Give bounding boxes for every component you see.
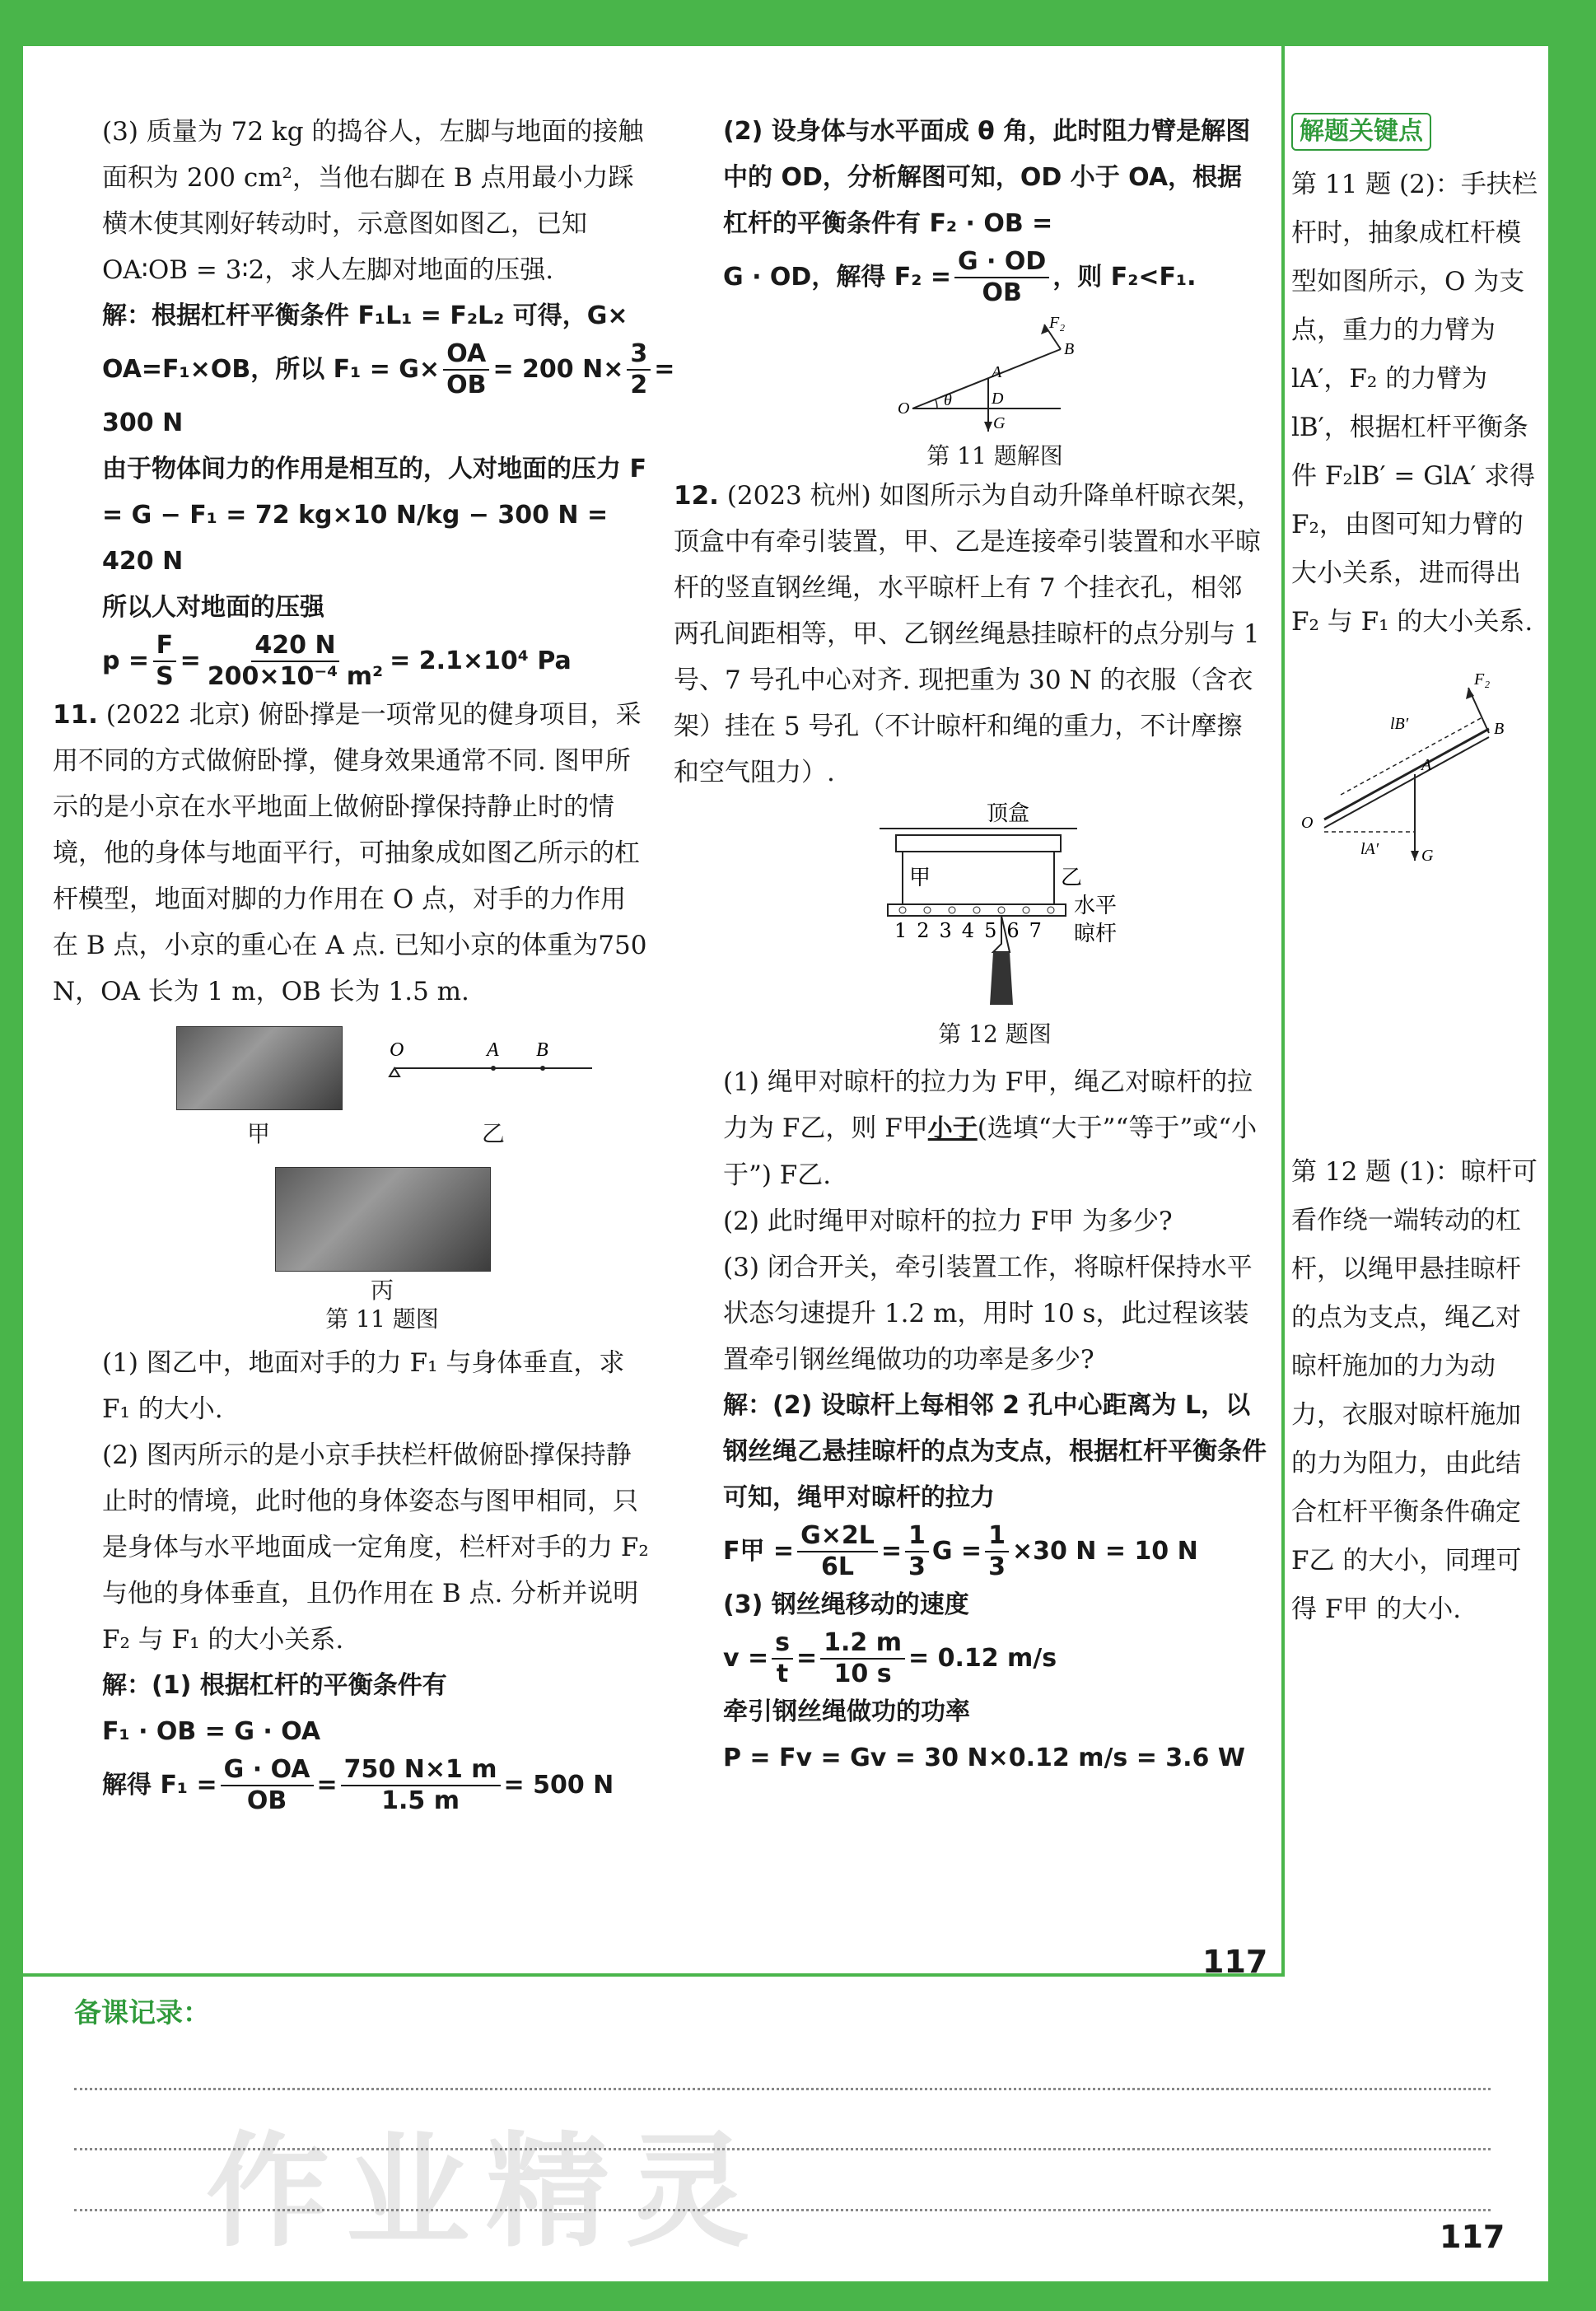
q12-solution-6: P = Fv = Gv = 30 N×0.12 m/s = 3.6 W	[723, 1744, 1245, 1772]
label-lA: lA′	[1360, 840, 1379, 858]
label-O: O	[898, 399, 910, 418]
q10-solution-b: OA=F₁×OB，所以 F₁ = G× $\frac{OA}{OB}$ = 200 N× $\frac{3}{2}$ =	[102, 339, 675, 399]
rack-bar	[888, 904, 1066, 916]
gravity-arrowhead	[984, 422, 992, 432]
fig-label-yi: 乙	[481, 1120, 505, 1147]
fig-label-bing: 丙	[370, 1277, 394, 1304]
q11-solution-2: F₁ · OB = G · OA	[102, 1717, 321, 1746]
photo-bing	[275, 1167, 491, 1272]
clothes	[990, 952, 1013, 1005]
top-border	[0, 0, 1596, 46]
inner-page-number: 117	[1202, 1944, 1268, 1980]
q11-solution-3: 解得 F₁ = $\frac{G \cdot OA}{OB}$ = $\frac{750 N\times 1 m}{1.5 m}$ = 500 N	[102, 1755, 614, 1815]
q12-solution-2: F甲 = $\frac{G\times 2L}{6L}$ = $\frac{1}{3}$ G = $\frac{1}{3}$ ×30 N = 10 N	[723, 1521, 1198, 1581]
hole-2	[924, 907, 931, 913]
watermark: 作业精灵	[206, 2121, 767, 2264]
label-yi: 乙	[1061, 866, 1083, 890]
top-box	[896, 835, 1061, 852]
key-points-tag: 解题关键点	[1291, 113, 1431, 151]
label-lB: lB′	[1390, 715, 1409, 733]
body-line-2	[1324, 737, 1489, 828]
sidebar-divider	[1281, 46, 1285, 1973]
q11-figures	[102, 1015, 650, 1340]
q12-part3: (3) 闭合开关，牵引装置工作，将晾杆保持水平状态匀速提升 1.2 m，用时 10 s，此过程该装置牵引钢丝绳做功的功率是多少?	[723, 1253, 1253, 1375]
key-point-q12: 第 12 题 (1)：晾杆可看作绕一端转动的杠杆，以绳甲悬挂晾杆的点为支点，绳乙对晾杆施加的力为动力，衣服对晾杆施加的力为阻力，由此结合杠杆平衡条件确定 F乙 的大小，同理可得 F甲 的大小.	[1291, 1157, 1538, 1624]
label-F2: F₂	[1474, 670, 1491, 689]
middle-column	[674, 109, 1267, 1781]
label-B: B	[1494, 720, 1505, 738]
label-holes: 1234567	[894, 919, 1052, 942]
right-border	[1548, 0, 1596, 2311]
lever-diagram-yi	[386, 1031, 600, 1089]
q11-solution-4: (2) 设身体与水平面成 θ 角，此时阻力臂是解图中的 OD，分析解图可知，OD 小于 OA，根据杠杆的平衡条件有 F₂ · OB =	[723, 117, 1251, 238]
point-B	[540, 1066, 545, 1071]
q12-figure	[723, 796, 1267, 1059]
q11-stem: 11. (2022 北京) 俯卧撑是一项常见的健身项目，采用不同的方式做俯卧撑，健身效果通常不同. 图甲所示的是小京在水平地面上做俯卧撑保持静止时的情境，他的身体与地面平行，可抽象成如图乙所示的杠杆模型，地面对脚的力作用在 O 点，对手的力作用在 B 点，小京的重心在 A 点. 已知小京的体重为750 N，OA 长为 1 m，OB 长为 1.5 m.	[53, 700, 647, 1006]
notes-line-1	[74, 2088, 1491, 2090]
label-O: O	[390, 1039, 404, 1061]
hole-3	[949, 907, 955, 913]
key-points-sidebar	[1291, 107, 1538, 885]
key-point-q11: 第 11 题 (2)：手扶栏杆时，抽象成杠杆模型如图所示，O 为支点，重力的力臂为 lA′，F₂ 的力臂为 lB′，根据杠杆平衡条件 F₂lB′ = GlA′ 求得 F₂，由图可知力臂的大小关系，进而得出 F₂ 与 F₁ 的大小关系.	[1291, 170, 1538, 637]
q10-part3: (3) 质量为 72 kg 的捣谷人，左脚与地面的接触面积为 200 cm²，当他右脚在 B 点用最小力踩横木使其刚好转动时，示意图如图乙，已知 OA∶OB = 3∶2，求人左脚对地面的压强.	[102, 117, 644, 285]
q11-solution-diagram	[896, 316, 1110, 440]
page-number: 117	[1440, 2219, 1505, 2255]
label-D: D	[992, 390, 1004, 408]
label-A: A	[1421, 756, 1432, 774]
label-A: A	[487, 1039, 499, 1061]
photo-jia	[176, 1026, 343, 1110]
label-O: O	[1301, 814, 1314, 832]
q10-solution-e: 所以人对地面的压强	[102, 593, 324, 622]
gravity-arrowhead	[1411, 851, 1419, 861]
q12-solution-5: 牵引钢丝绳做功的功率	[723, 1697, 970, 1726]
label-rod: 晾杆	[1074, 922, 1118, 946]
label-B: B	[1064, 340, 1075, 358]
point-A	[491, 1066, 496, 1071]
key-point-q11-diagram	[1291, 663, 1530, 885]
q11-part1: (1) 图乙中，地面对手的力 F₁ 与身体垂直，求 F₁ 的大小.	[102, 1348, 625, 1424]
fig12-caption: 第 12 题图	[938, 1020, 1052, 1048]
fig-label-jia: 甲	[246, 1120, 270, 1147]
hole-6	[1023, 907, 1029, 913]
pivot-triangle	[390, 1068, 399, 1076]
label-F2: F₂	[1049, 316, 1066, 332]
q12-part2: (2) 此时绳甲对晾杆的拉力 F甲 为多少?	[723, 1207, 1173, 1236]
drying-rack-diagram	[880, 799, 1143, 1013]
q11-solution-figure	[723, 308, 1267, 473]
label-G: G	[1421, 847, 1434, 865]
notes-divider	[23, 1973, 1285, 1977]
bottom-border	[0, 2281, 1596, 2311]
left-border	[0, 0, 23, 2311]
label-top-box: 顶盒	[987, 801, 1030, 826]
label-theta: θ	[944, 391, 952, 409]
q12-stem: 12. (2023 杭州) 如图所示为自动升降单杆晾衣架，顶盒中有牵引装置，甲、乙是连接牵引装置和水平晾杆的竖直钢丝绳，水平晾杆上有 7 个挂衣孔，相邻两孔间距相等，甲、乙钢丝绳悬挂晾杆的点分别与 1 号、7 号孔中心对齐. 现把重为 30 N 的衣服（含衣架）挂在 5 号孔（不计晾杆和绳的重力，不计摩擦和空气阻力）.	[674, 481, 1262, 787]
q11-solution-1: 解：(1) 根据杠杆的平衡条件有	[102, 1671, 447, 1700]
q12-part1-answer: 小于	[927, 1114, 978, 1143]
body-line	[912, 349, 1061, 409]
hole-5	[998, 907, 1005, 913]
q11-part2: (2) 图丙所示的是小京手扶栏杆做俯卧撑保持静止时的情境，此时他的身体姿态与图甲相同，只是身体与水平地面成一定角度，栏杆对手的力 F₂ 与他的身体垂直，且仍作用在 B 点. 分析并说明 F₂ 与 F₁ 的大小关系.	[102, 1440, 649, 1655]
force-f2-arrowhead	[1041, 324, 1049, 334]
q10-solution-d: 由于物体间力的作用是相互的，人对地面的压力 F = G − F₁ = 72 kg×10 N/kg − 300 N = 420 N	[102, 455, 646, 576]
fig11-solution-caption: 第 11 题解图	[926, 442, 1063, 469]
q10-pressure-formula: p = $\frac{F}{S}$ = $\frac{420 N}{\text{200×10⁻⁴ m²}}$ = 2.1×10⁴ Pa	[102, 631, 572, 691]
angle-arc	[936, 399, 937, 409]
q12-solution-1: 解：(2) 设晾杆上每相邻 2 孔中心距离为 L，以钢丝绳乙悬挂晾杆的点为支点，根据杠杆平衡条件可知，绳甲对晾杆的拉力	[723, 1391, 1267, 1512]
label-jia: 甲	[909, 866, 931, 890]
q10-solution-c: 300 N	[102, 409, 184, 437]
notes-label: 备课记录：	[74, 1996, 210, 2029]
left-column	[53, 109, 675, 1816]
hole-4	[973, 907, 980, 913]
q12-solution-4: v = $\frac{s}{t}$ = $\frac{1.2 m}{10 s}$ = 0.12 m/s	[723, 1628, 1057, 1688]
hole-7	[1048, 907, 1054, 913]
q12-solution-3: (3) 钢丝绳移动的速度	[723, 1590, 969, 1619]
lB-dimension	[1341, 717, 1482, 795]
label-G: G	[993, 414, 1006, 432]
body-line	[1324, 729, 1489, 819]
label-B: B	[536, 1039, 548, 1061]
hole-1	[899, 907, 906, 913]
q10-solution-a: 解：根据杠杆平衡条件 F₁L₁ = F₂L₂ 可得，G×	[102, 301, 628, 330]
q12-part1: (1) 绳甲对晾杆的拉力为 F甲，绳乙对晾杆的拉力为 F乙，则 F甲小于(选填“大于”“等于”或“小于”) F乙.	[723, 1067, 1258, 1190]
fig11-caption: 第 11 题图	[325, 1305, 439, 1333]
label-A: A	[992, 363, 1002, 381]
label-horizontal: 水平	[1074, 894, 1118, 918]
q11-solution-5: G · OD，解得 F₂ = $\frac{G \cdot OD}{OB}$ ，则 F₂<F₁.	[723, 247, 1197, 307]
